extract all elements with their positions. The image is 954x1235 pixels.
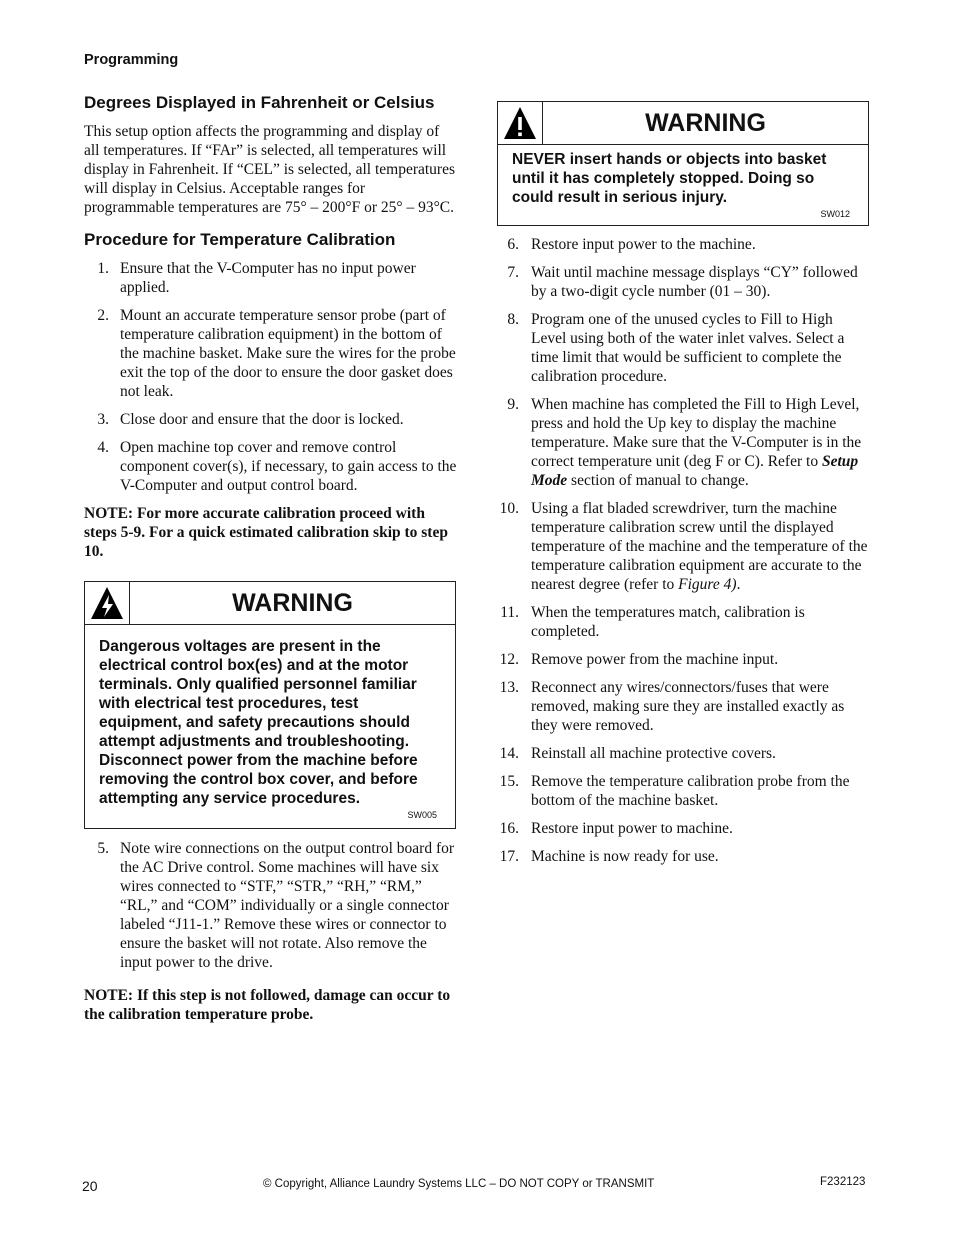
list-item: 3. Close door and ensure that the door is locked.	[97, 411, 404, 428]
figure-reference: Figure 4)	[678, 576, 737, 593]
list-item: 8. Program one of the unused cycles to Fill to High Level using both of the water inlet valves. Select a time limit that would be sufficient to complete the calibration procedure.	[507, 311, 845, 385]
list-item: 6. Restore input power to the machine.	[507, 236, 756, 253]
list-item: 4. Open machine top cover and remove control component cover(s), if necessary, to gain access to the V-Computer and output control board.	[97, 439, 457, 494]
steps-list-5	[84, 839, 458, 972]
list-item: 9. When machine has completed the Fill to High Level, press and hold the Up key to display the machine temperature. Make sure that the V-Computer is in the correct temperature unit (deg F or C). Refer to Setup Mode section of manual to change.	[507, 396, 862, 489]
warning-text: NEVER insert hands or objects into basket until it has completely stopped. Doing so could result in serious injury.	[512, 151, 827, 206]
list-item: 16. Restore input power to machine.	[499, 820, 733, 837]
degrees-body: This setup option affects the programming and display of all temperatures. If “FAr” is selected, all temperatures will display in Fahrenheit. If “CEL” is selected, all temperatures will display in Celsius. Acceptable ranges for programmable temperatures are 75° – 200°F or 25° – 93°C.	[84, 123, 456, 216]
list-item: 15. Remove the temperature calibration probe from the bottom of the machine basket.	[499, 773, 850, 809]
warning-box-basket	[497, 101, 869, 226]
copyright-notice: © Copyright, Alliance Laundry Systems LLC – DO NOT COPY or TRANSMIT	[263, 1178, 655, 1190]
list-item: 12. Remove power from the machine input.	[499, 651, 779, 668]
setup-mode-reference: Setup Mode	[531, 453, 859, 489]
warning-text: Dangerous voltages are present in the electrical control box(es) and at the motor terminals. Only qualified personnel familiar with electrical test procedures, test equipment, and safety precautions should attempt adjustments and troubleshooting. Disconnect power from the machine before removing the control box cover, and before attempting any service procedures.	[99, 638, 418, 807]
list-item: 1. Ensure that the V-Computer has no input power applied.	[97, 260, 416, 296]
note-damage: NOTE: If this step is not followed, damage can occur to the calibration temperature probe.	[84, 987, 451, 1023]
list-item: 17. Machine is now ready for use.	[499, 848, 719, 865]
procedure-heading: Procedure for Temperature Calibration	[84, 230, 396, 249]
right-column	[497, 101, 871, 875]
note-calibration: NOTE: For more accurate calibration proceed with steps 5-9. For a quick estimated calibration skip to step 10.	[84, 505, 448, 560]
warning-title: WARNING	[232, 589, 353, 617]
warning-title: WARNING	[645, 109, 766, 137]
list-item: 7. Wait until machine message displays “CY” followed by a two-digit cycle number (01 – 30).	[507, 264, 858, 300]
document-code: F232123	[820, 1176, 866, 1188]
section-header: Programming	[84, 52, 179, 68]
list-item: 5. Note wire connections on the output control board for the AC Drive control. Some machines will have six wires connected to “STF,” “STR,” “RH,” “RM,” “RL,” and “COM” individually or a single connector labeled “J11-1.” Remove these wires or connector to ensure the basket will not rotate. Also remove the input power to the drive.	[97, 840, 455, 971]
warning-bolt-icon	[85, 582, 130, 624]
list-item: 11. When the temperatures match, calibration is completed.	[500, 604, 805, 640]
steps-list-b	[497, 235, 871, 866]
list-item: 14. Reinstall all machine protective covers.	[499, 745, 776, 762]
warning-code: SW005	[407, 810, 437, 820]
list-item: 10. Using a flat bladed screwdriver, turn the machine temperature calibration screw until the displayed temperature of the machine and the temperature of the temperature calibration equipment are accurate to the nearest degree (refer to Figure 4).	[499, 500, 868, 593]
steps-list-a	[84, 259, 458, 495]
page-number: 20	[82, 1178, 98, 1194]
list-item: 13. Reconnect any wires/connectors/fuses that were removed, making sure they are installed exactly as they were removed.	[499, 679, 845, 734]
list-item: 2. Mount an accurate temperature sensor probe (part of temperature calibration equipment) in the bottom of the machine basket. Make sure the wires for the probe exit the top of the door to ensure the door gasket does not leak.	[97, 307, 456, 400]
warning-exclamation-icon	[498, 102, 543, 144]
warning-box-voltage	[84, 581, 456, 829]
left-column	[84, 92, 458, 1044]
warning-code: SW012	[820, 209, 850, 219]
degrees-heading: Degrees Displayed in Fahrenheit or Celsius	[84, 93, 435, 112]
